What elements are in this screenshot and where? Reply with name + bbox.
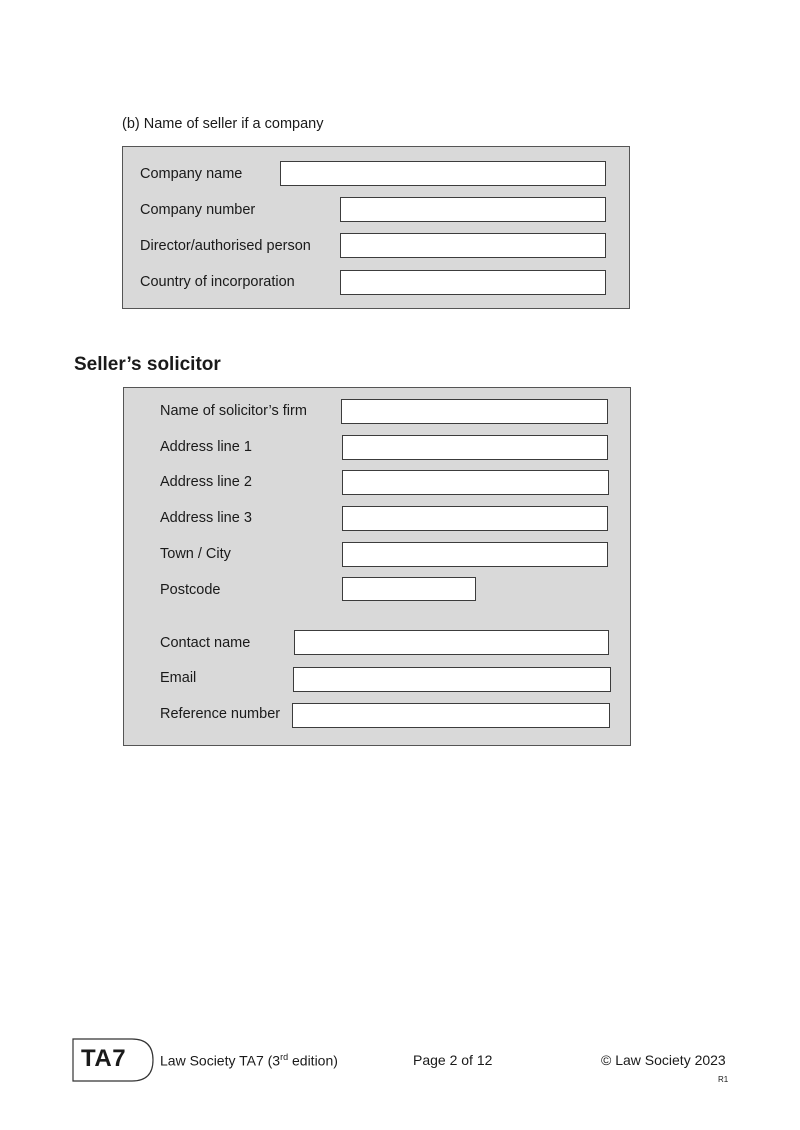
address-line-3-input[interactable] <box>342 506 608 531</box>
company-name-input[interactable] <box>280 161 606 186</box>
address-line-1-input[interactable] <box>342 435 608 460</box>
address-line-2-input[interactable] <box>342 470 609 495</box>
company-number-input[interactable] <box>340 197 606 222</box>
address-line-2-label: Address line 2 <box>160 474 252 490</box>
solicitor-details-panel <box>123 387 631 746</box>
reference-number-label: Reference number <box>160 706 281 722</box>
page-number: Page 2 of 12 <box>413 1052 493 1068</box>
contact-name-label: Contact name <box>160 635 251 651</box>
company-number-label: Company number <box>140 202 256 218</box>
copyright: © Law Society 2023 <box>601 1052 726 1068</box>
town-city-label: Town / City <box>160 546 231 562</box>
country-label: Country of incorporation <box>140 274 295 290</box>
company-details-panel <box>122 146 630 309</box>
form-code: TA7 <box>81 1045 127 1072</box>
edition-prefix: Law Society TA7 (3 <box>160 1052 281 1069</box>
firm-name-input[interactable] <box>341 399 608 424</box>
firm-name-label: Name of solicitor’s firm <box>160 403 307 419</box>
address-line-1-label: Address line 1 <box>160 439 252 455</box>
town-city-input[interactable] <box>342 542 608 567</box>
edition-text <box>160 1052 338 1069</box>
solicitor-section-heading: Seller’s solicitor <box>74 354 221 375</box>
address-line-3-label: Address line 3 <box>160 510 252 526</box>
director-input[interactable] <box>340 233 606 258</box>
postcode-input[interactable] <box>342 577 476 601</box>
country-input[interactable] <box>340 270 606 295</box>
revision-code: R1 <box>718 1075 729 1084</box>
email-input[interactable] <box>293 667 611 692</box>
email-label: Email <box>160 670 197 686</box>
edition-superscript: rd <box>280 1052 289 1062</box>
company-name-label: Company name <box>140 166 243 182</box>
company-section-subheading: (b) Name of seller if a company <box>122 116 324 132</box>
edition-suffix: edition) <box>288 1052 338 1069</box>
director-label: Director/authorised person <box>140 238 311 254</box>
postcode-label: Postcode <box>160 582 221 598</box>
reference-number-input[interactable] <box>292 703 610 728</box>
form-code-badge <box>72 1038 154 1081</box>
contact-name-input[interactable] <box>294 630 609 655</box>
